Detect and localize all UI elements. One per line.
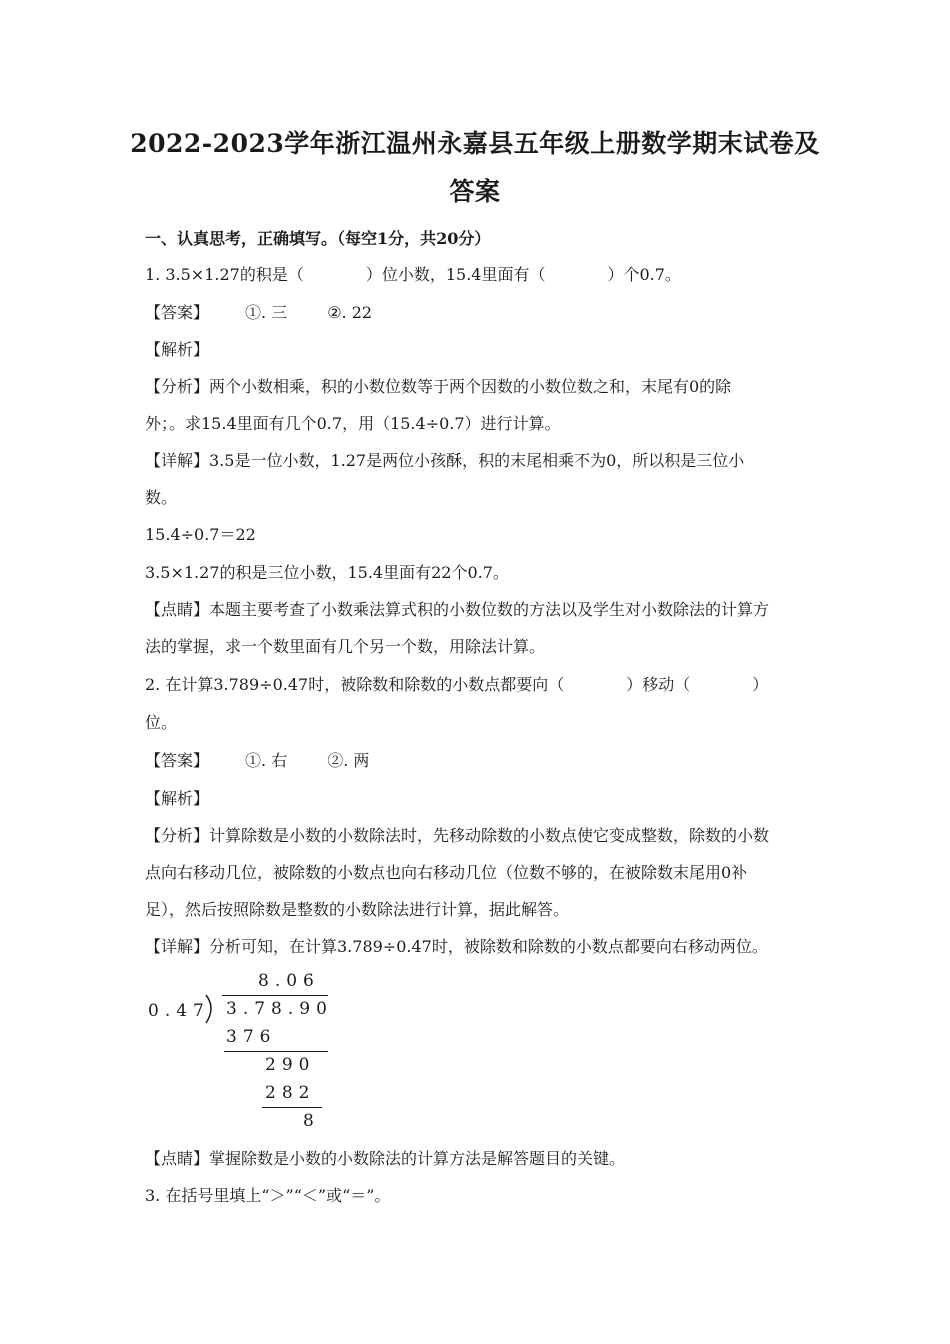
q2-fenxi-line-2: 点向右移动几位，被除数的小数点也向右移动几位（位数不够的，在被除数末尾用0补 [145,863,748,882]
division-rule-1 [224,1051,328,1052]
q1-stem-part-a: 1. 3.5×1.27的积是（ [145,265,304,284]
q2-answer [145,748,369,771]
q1-fenxi-line-2: 外；。求15.4里面有几个0.7，用（15.4÷0.7）进行计算。 [145,414,561,433]
q1-answer-2: ②. 22 [327,303,373,322]
division-step-2: 290 [265,1055,316,1075]
q2-stem-part-b: ）移动（ [626,675,691,694]
q1-xiangjie-line-2: 数。 [145,488,178,507]
q1-dianjing-line-2: 法的掌握，求一个数里面有几个另一个数，用除法计算。 [145,637,546,656]
section-heading: 一、认真思考，正确填写。（每空1分，共20分） [145,229,491,248]
q1-answer-label: 【答案】 [145,303,210,322]
q2-answer-2: ②. 两 [327,751,370,770]
q1-stem [145,262,681,285]
q2-fenxi-line-1: 【分析】计算除数是小数的小数除法时，先移动除数的小数点使它变成整数，除数的小数 [145,826,770,845]
division-remainder: 8 [303,1111,320,1131]
q2-stem-part-c: ） [752,675,769,694]
q2-dianjing: 【点睛】掌握除数是小数的小数除法的计算方法是解答题目的关键。 [145,1149,626,1168]
q2-stem-part-a: 2. 在计算3.789÷0.47时，被除数和除数的小数点都要向（ [145,675,565,694]
long-division-figure [140,965,340,1135]
q1-dianjing-line-1: 【点睛】本题主要考查了小数乘法算式积的小数位数的方法以及学生对小数除法的计算方 [145,600,770,619]
q2-xiangjie: 【详解】分析可知，在计算3.789÷0.47时，被除数和除数的小数点都要向右移动两位。 [145,937,768,956]
division-divisor: 0.47 [148,1001,210,1021]
q2-analysis-label: 【解析】 [145,789,210,808]
q1-analysis-label: 【解析】 [145,340,210,359]
division-top-rule [222,995,328,996]
q2-answer-1: ①. 右 [245,751,288,770]
division-step-3: 282 [265,1083,316,1103]
document-title-line-1: 2022-2023学年浙江温州永嘉县五年级上册数学期末试卷及 [130,129,820,158]
q1-stem-part-c: ）个0.7。 [607,265,681,284]
q2-stem-line-2: 位。 [145,713,178,732]
q3-stem: 3. 在括号里填上“＞”“＜”或“＝”。 [145,1186,391,1205]
q1-conclusion: 3.5×1.27的积是三位小数，15.4里面有22个0.7。 [145,563,509,582]
q1-calculation: 15.4÷0.7＝22 [145,525,256,544]
document-title-line-2: 答案 [449,177,501,206]
q1-fenxi-line-1: 【分析】两个小数相乘，积的小数位数等于两个因数的小数位数之和，末尾有0的除 [145,377,732,396]
q2-fenxi-line-3: 足），然后按照除数是整数的小数除法进行计算，据此解答。 [145,900,570,919]
division-quotient: 8.06 [258,971,320,991]
division-step-1: 376 [226,1027,277,1047]
q1-answer-1: ①. 三 [245,303,288,322]
q1-answer [145,300,372,323]
q1-xiangjie-line-1: 【详解】3.5是一位小数，1.27是两位小孩酥，积的末尾相乘不为0，所以积是三位小 [145,451,745,470]
division-dividend: 3.78.90 [226,999,333,1019]
q2-answer-label: 【答案】 [145,751,210,770]
division-rule-2 [262,1107,322,1108]
q1-stem-part-b: ）位小数，15.4里面有（ [365,265,546,284]
q2-stem [145,672,768,695]
